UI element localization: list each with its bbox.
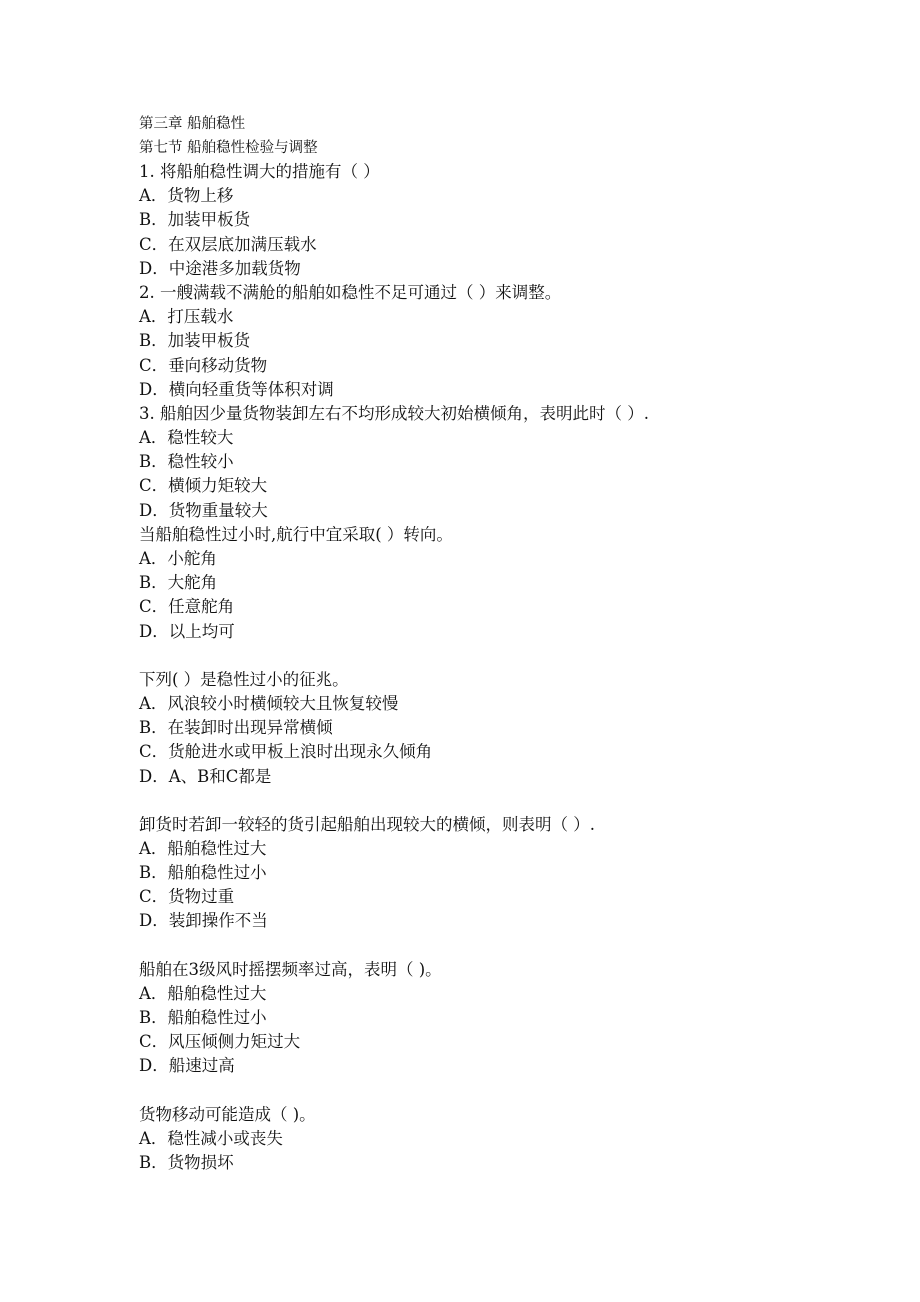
question-stem: 1. 将船舶稳性调大的措施有（ ）	[139, 162, 380, 181]
blank-line	[139, 644, 879, 668]
option: B．船舶稳性过小	[139, 1008, 267, 1027]
blank-line	[139, 934, 879, 958]
question-stem: 3. 船舶因少量货物装卸左右不均形成较大初始横倾角，表明此时（ ）.	[139, 403, 649, 423]
option: B．大舵角	[139, 573, 218, 593]
option: B．加装甲板货	[139, 210, 251, 230]
question	[139, 813, 879, 934]
blank-line	[139, 789, 879, 813]
question	[139, 1103, 879, 1176]
chapter-title: 第三章 船舶稳性	[139, 116, 246, 132]
option: B．加装甲板货	[139, 331, 251, 351]
option: B．船舶稳性过小	[139, 863, 267, 883]
question	[139, 958, 879, 1079]
option: B．稳性较小	[139, 452, 234, 472]
option: A．稳性减小或丧失	[139, 1128, 283, 1148]
question	[139, 668, 879, 789]
option: C．风压倾侧力矩过大	[139, 1032, 301, 1052]
option: D．货物重量较大	[139, 500, 268, 520]
question	[139, 281, 879, 402]
question	[139, 160, 879, 281]
section-title: 第七节 船舶稳性检验与调整	[139, 140, 318, 156]
question	[139, 523, 879, 644]
option: A．船舶稳性过大	[139, 838, 267, 858]
question-stem: 货物移动可能造成（ )。	[139, 1104, 316, 1124]
option: D．A、B和C都是	[139, 766, 272, 786]
question-stem: 卸货时若卸一较轻的货引起船舶出现较大的横倾，则表明（ ）.	[139, 814, 595, 834]
document-body	[139, 112, 879, 1175]
option: B．在装卸时出现异常横倾	[139, 718, 333, 738]
question	[139, 402, 879, 523]
option: A．稳性较大	[139, 428, 234, 448]
option: D．中途港多加载货物	[139, 258, 301, 278]
option: C．在双层底加满压载水	[139, 234, 317, 254]
option: C．货物过重	[139, 887, 235, 907]
option: D．以上均可	[139, 621, 235, 641]
option: C．货舱进水或甲板上浪时出现永久倾角	[139, 742, 433, 762]
option: B．货物损坏	[139, 1152, 234, 1172]
option: A．小舵角	[139, 549, 217, 568]
question-stem: 下列( ）是稳性过小的征兆。	[139, 669, 349, 689]
option: A．船舶稳性过大	[139, 983, 267, 1003]
option: D．横向轻重货等体积对调	[139, 379, 334, 399]
question-stem: 船舶在3级风时摇摆频率过高，表明（ )。	[139, 959, 442, 979]
option: A．风浪较小时横倾较大且恢复较慢	[139, 693, 399, 713]
option: A．打压载水	[139, 307, 234, 327]
question-stem: 2. 一艘满载不满舱的船舶如稳性不足可通过（ ）来调整。	[139, 282, 562, 302]
option: A．货物上移	[139, 186, 234, 206]
option: C．横倾力矩较大	[139, 476, 268, 496]
option: D．船速过高	[139, 1056, 235, 1076]
question-stem: 当船舶稳性过小时,航行中宜采取( ）转向。	[139, 524, 453, 544]
option: D．装卸操作不当	[139, 911, 268, 931]
option: C．垂向移动货物	[139, 355, 268, 375]
option: C．任意舵角	[139, 597, 235, 617]
blank-line	[139, 1079, 879, 1103]
